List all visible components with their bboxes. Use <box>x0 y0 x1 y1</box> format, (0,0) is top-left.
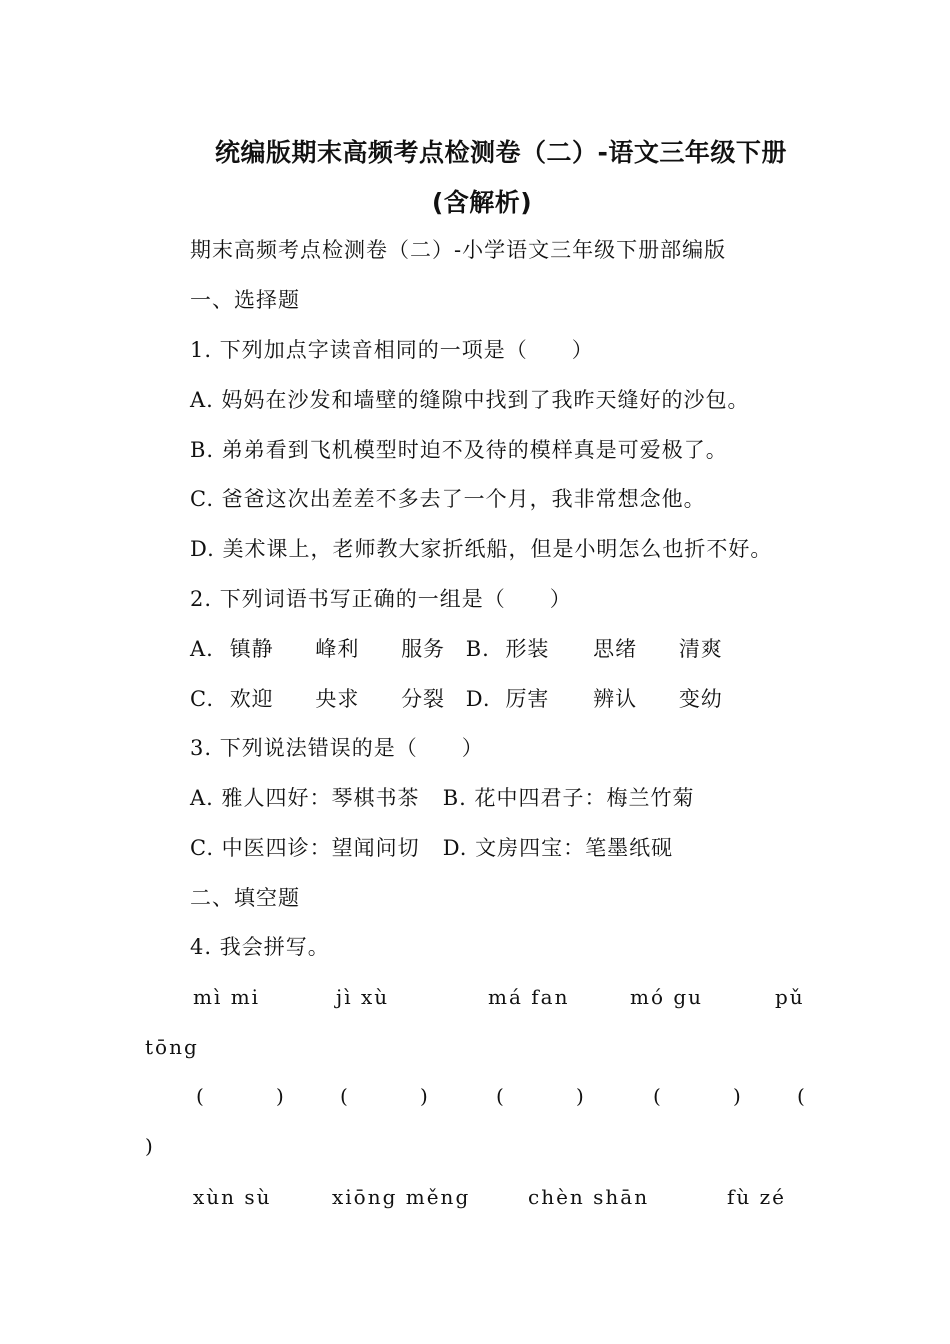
option-word: 服务 <box>401 637 446 661</box>
answer-blank-close: ) <box>576 1084 584 1108</box>
question-2-stem: 2. 下列词语书写正确的一组是（ ） <box>190 587 572 611</box>
question-3-option-d: D. 文房四宝：笔墨纸砚 <box>442 836 674 860</box>
answer-blank-close: ) <box>420 1084 428 1108</box>
answer-blank-open: ( <box>196 1084 204 1108</box>
question-2-row-ab <box>190 634 723 664</box>
section-heading-fill: 二、填空题 <box>190 886 300 910</box>
pinyin-prompt: mì mi <box>193 985 261 1009</box>
pinyin-prompt: mó gu <box>630 985 704 1009</box>
question-3-option-b: B. 花中四君子：梅兰竹菊 <box>442 786 695 810</box>
document-title: 统编版期末高频考点检测卷（二）-语文三年级下册 <box>215 138 787 167</box>
question-1-option-c: C. 爸爸这次出差差不多去了一个月，我非常想念他。 <box>190 487 706 511</box>
option-word: 峰利 <box>315 637 360 661</box>
question-3-option-a: A. 雅人四好：琴棋书茶 <box>190 786 420 810</box>
question-3-row-ab <box>190 783 694 813</box>
option-label: A. <box>190 637 214 661</box>
pinyin-prompt: xiōng měng <box>332 1185 471 1209</box>
answer-blank-open: ( <box>797 1084 805 1108</box>
answer-blank-open: ( <box>340 1084 348 1108</box>
question-1-option-d: D. 美术课上，老师教大家折纸船，但是小明怎么也折不好。 <box>190 537 773 561</box>
answer-blank-open: ( <box>653 1084 661 1108</box>
option-word: 厉害 <box>505 687 550 711</box>
question-3-stem: 3. 下列说法错误的是（ ） <box>190 736 484 760</box>
answer-blank-close: ) <box>733 1084 741 1108</box>
pinyin-prompt: jì xù <box>336 985 390 1009</box>
option-word: 欢迎 <box>229 687 274 711</box>
pinyin-prompt: fù zé <box>727 1185 787 1209</box>
question-3-option-c: C. 中医四诊：望闻问切 <box>190 836 420 860</box>
question-3-row-cd <box>190 833 673 863</box>
pinyin-prompt: chèn shān <box>528 1185 650 1209</box>
option-label: C. <box>190 687 214 711</box>
question-4-stem: 4. 我会拼写。 <box>190 935 330 959</box>
option-word: 清爽 <box>678 637 723 661</box>
answer-blank-open: ( <box>496 1084 504 1108</box>
answer-blank-close: ) <box>145 1134 153 1158</box>
section-heading-choice: 一、选择题 <box>190 288 300 312</box>
option-word: 辨认 <box>593 687 638 711</box>
pinyin-prompt: pǔ <box>775 985 805 1009</box>
option-word: 变幼 <box>678 687 723 711</box>
option-label: B. <box>465 637 490 661</box>
option-word: 镇静 <box>229 637 274 661</box>
question-1-option-a: A. 妈妈在沙发和墙壁的缝隙中找到了我昨天缝好的沙包。 <box>190 388 750 412</box>
question-1-option-b: B. 弟弟看到飞机模型时迫不及待的模样真是可爱极了。 <box>190 438 728 462</box>
pinyin-prompt: xùn sù <box>193 1185 272 1209</box>
pinyin-prompt: má fan <box>488 985 570 1009</box>
option-word: 央求 <box>315 687 360 711</box>
document-subtitle: 期末高频考点检测卷（二）-小学语文三年级下册部编版 <box>190 238 727 262</box>
option-label: D. <box>465 687 491 711</box>
option-word: 形装 <box>505 637 550 661</box>
document-title-suffix: (含解析) <box>431 188 533 217</box>
question-1-stem: 1. 下列加点字读音相同的一项是（ ） <box>190 338 594 362</box>
answer-blank-close: ) <box>276 1084 284 1108</box>
pinyin-prompt-wrap: tōng <box>145 1035 199 1059</box>
question-2-row-cd <box>190 684 723 714</box>
option-word: 分裂 <box>401 687 446 711</box>
option-word: 思绪 <box>593 637 638 661</box>
